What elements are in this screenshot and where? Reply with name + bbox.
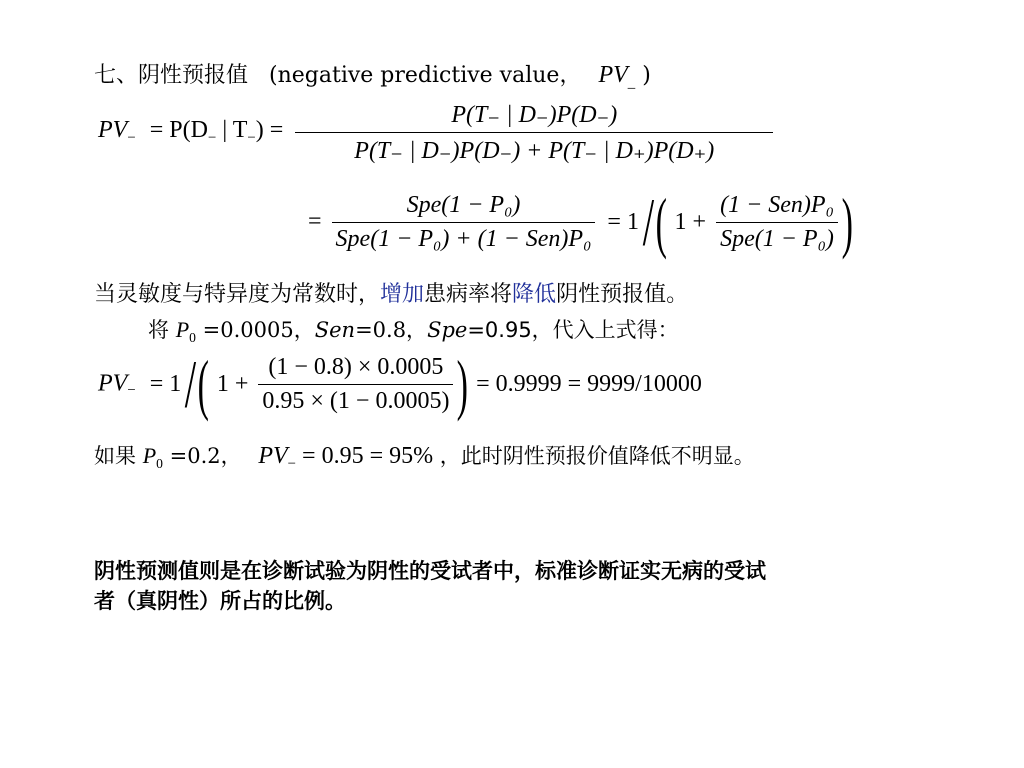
heading-english: (negative predictive value， xyxy=(269,63,582,88)
slash-symbol-2: / xyxy=(185,346,197,422)
formula-pv-sen-spe: = $\frac{\text{Spe(1 − P₀)}}{\text{Spe(1 − P₀) + (1 − Sen)P₀}}$ = 1 / ( 1 + $\frac{\text{(1 − Sen)P₀}}{\text{Spe(1 − P₀)}}$ ) xyxy=(308,184,853,260)
substitution-line: 将 $P_0 =0.0005$，Sen=0.8，Spe=0.95，代入上式得： xyxy=(148,317,679,345)
definition-line-1: 阴性预测值则是在诊断试验为阴性的受试者中，标准诊断证实无病的受试 xyxy=(94,559,766,583)
formula2-numerator: Spe(1 − P₀) xyxy=(332,192,596,223)
formula1-numerator: P(T₋ | D₋)P(D₋) xyxy=(295,100,773,133)
slash-symbol: / xyxy=(642,184,655,260)
heading xyxy=(94,58,651,92)
left-paren-symbol: ( xyxy=(655,184,667,260)
heading-symbol: $PV_{\_}$ xyxy=(598,62,636,92)
heading-prefix: 七、阴性预报值 xyxy=(94,63,249,88)
highlight-decrease: 降低 xyxy=(512,282,557,307)
formula1-fraction xyxy=(295,100,773,165)
formula2-fraction xyxy=(332,192,596,253)
highlight-increase: 增加 xyxy=(380,282,425,307)
heading-close-paren: ) xyxy=(642,63,651,88)
statement-line: 当灵敏度与特异度为常数时，增加患病率将降低阴性预报值。 xyxy=(94,282,689,307)
formula3-fraction xyxy=(258,354,453,415)
formula3-numerator: (1 − 0.8) × 0.0005 xyxy=(258,354,453,385)
formula2-inner-denominator: Spe(1 − P₀) xyxy=(720,225,834,252)
formula2-inner-numerator: (1 − Sen)P₀ xyxy=(716,192,838,223)
left-paren-symbol-2: ( xyxy=(197,346,210,422)
formula1-denominator: P(T₋ | D₋)P(D₋) + P(T₋ | D₊)P(D₊) xyxy=(354,138,715,164)
formula-numeric: $PV_- = 1$ / ( 1 + $\frac{(1 - 0.8) \times 0.0005}{0.95 \times (1 - 0.0005)}$ ) = 0.9999 = 9999/10000 xyxy=(98,346,702,422)
formula-pv-definition: $PV_- = P(D_-$ | $T_-$) = $\frac{P(T_- | D_-)P(D_-)}{P(T_- | D_-)P(D_-) + P(T_- | D_+)P(D_+)}$ xyxy=(98,100,773,165)
definition-paragraph xyxy=(94,556,766,616)
formula2-denominator: Spe(1 − P₀) + (1 − Sen)P₀ xyxy=(335,225,592,252)
right-paren-symbol-2: ) xyxy=(457,346,469,422)
definition-line-2: 者（真阴性）所占的比例。 xyxy=(94,589,346,613)
example-line: 如果 $P_0 =0.2$， $PV_- = 0.95 = 95\%$ ，此时阴性预报价值降低不明显。 xyxy=(94,443,755,473)
right-paren-symbol: ) xyxy=(841,184,853,260)
formula2-inner-fraction xyxy=(716,192,838,253)
formula3-denominator: 0.95 × (1 − 0.0005) xyxy=(262,387,450,414)
